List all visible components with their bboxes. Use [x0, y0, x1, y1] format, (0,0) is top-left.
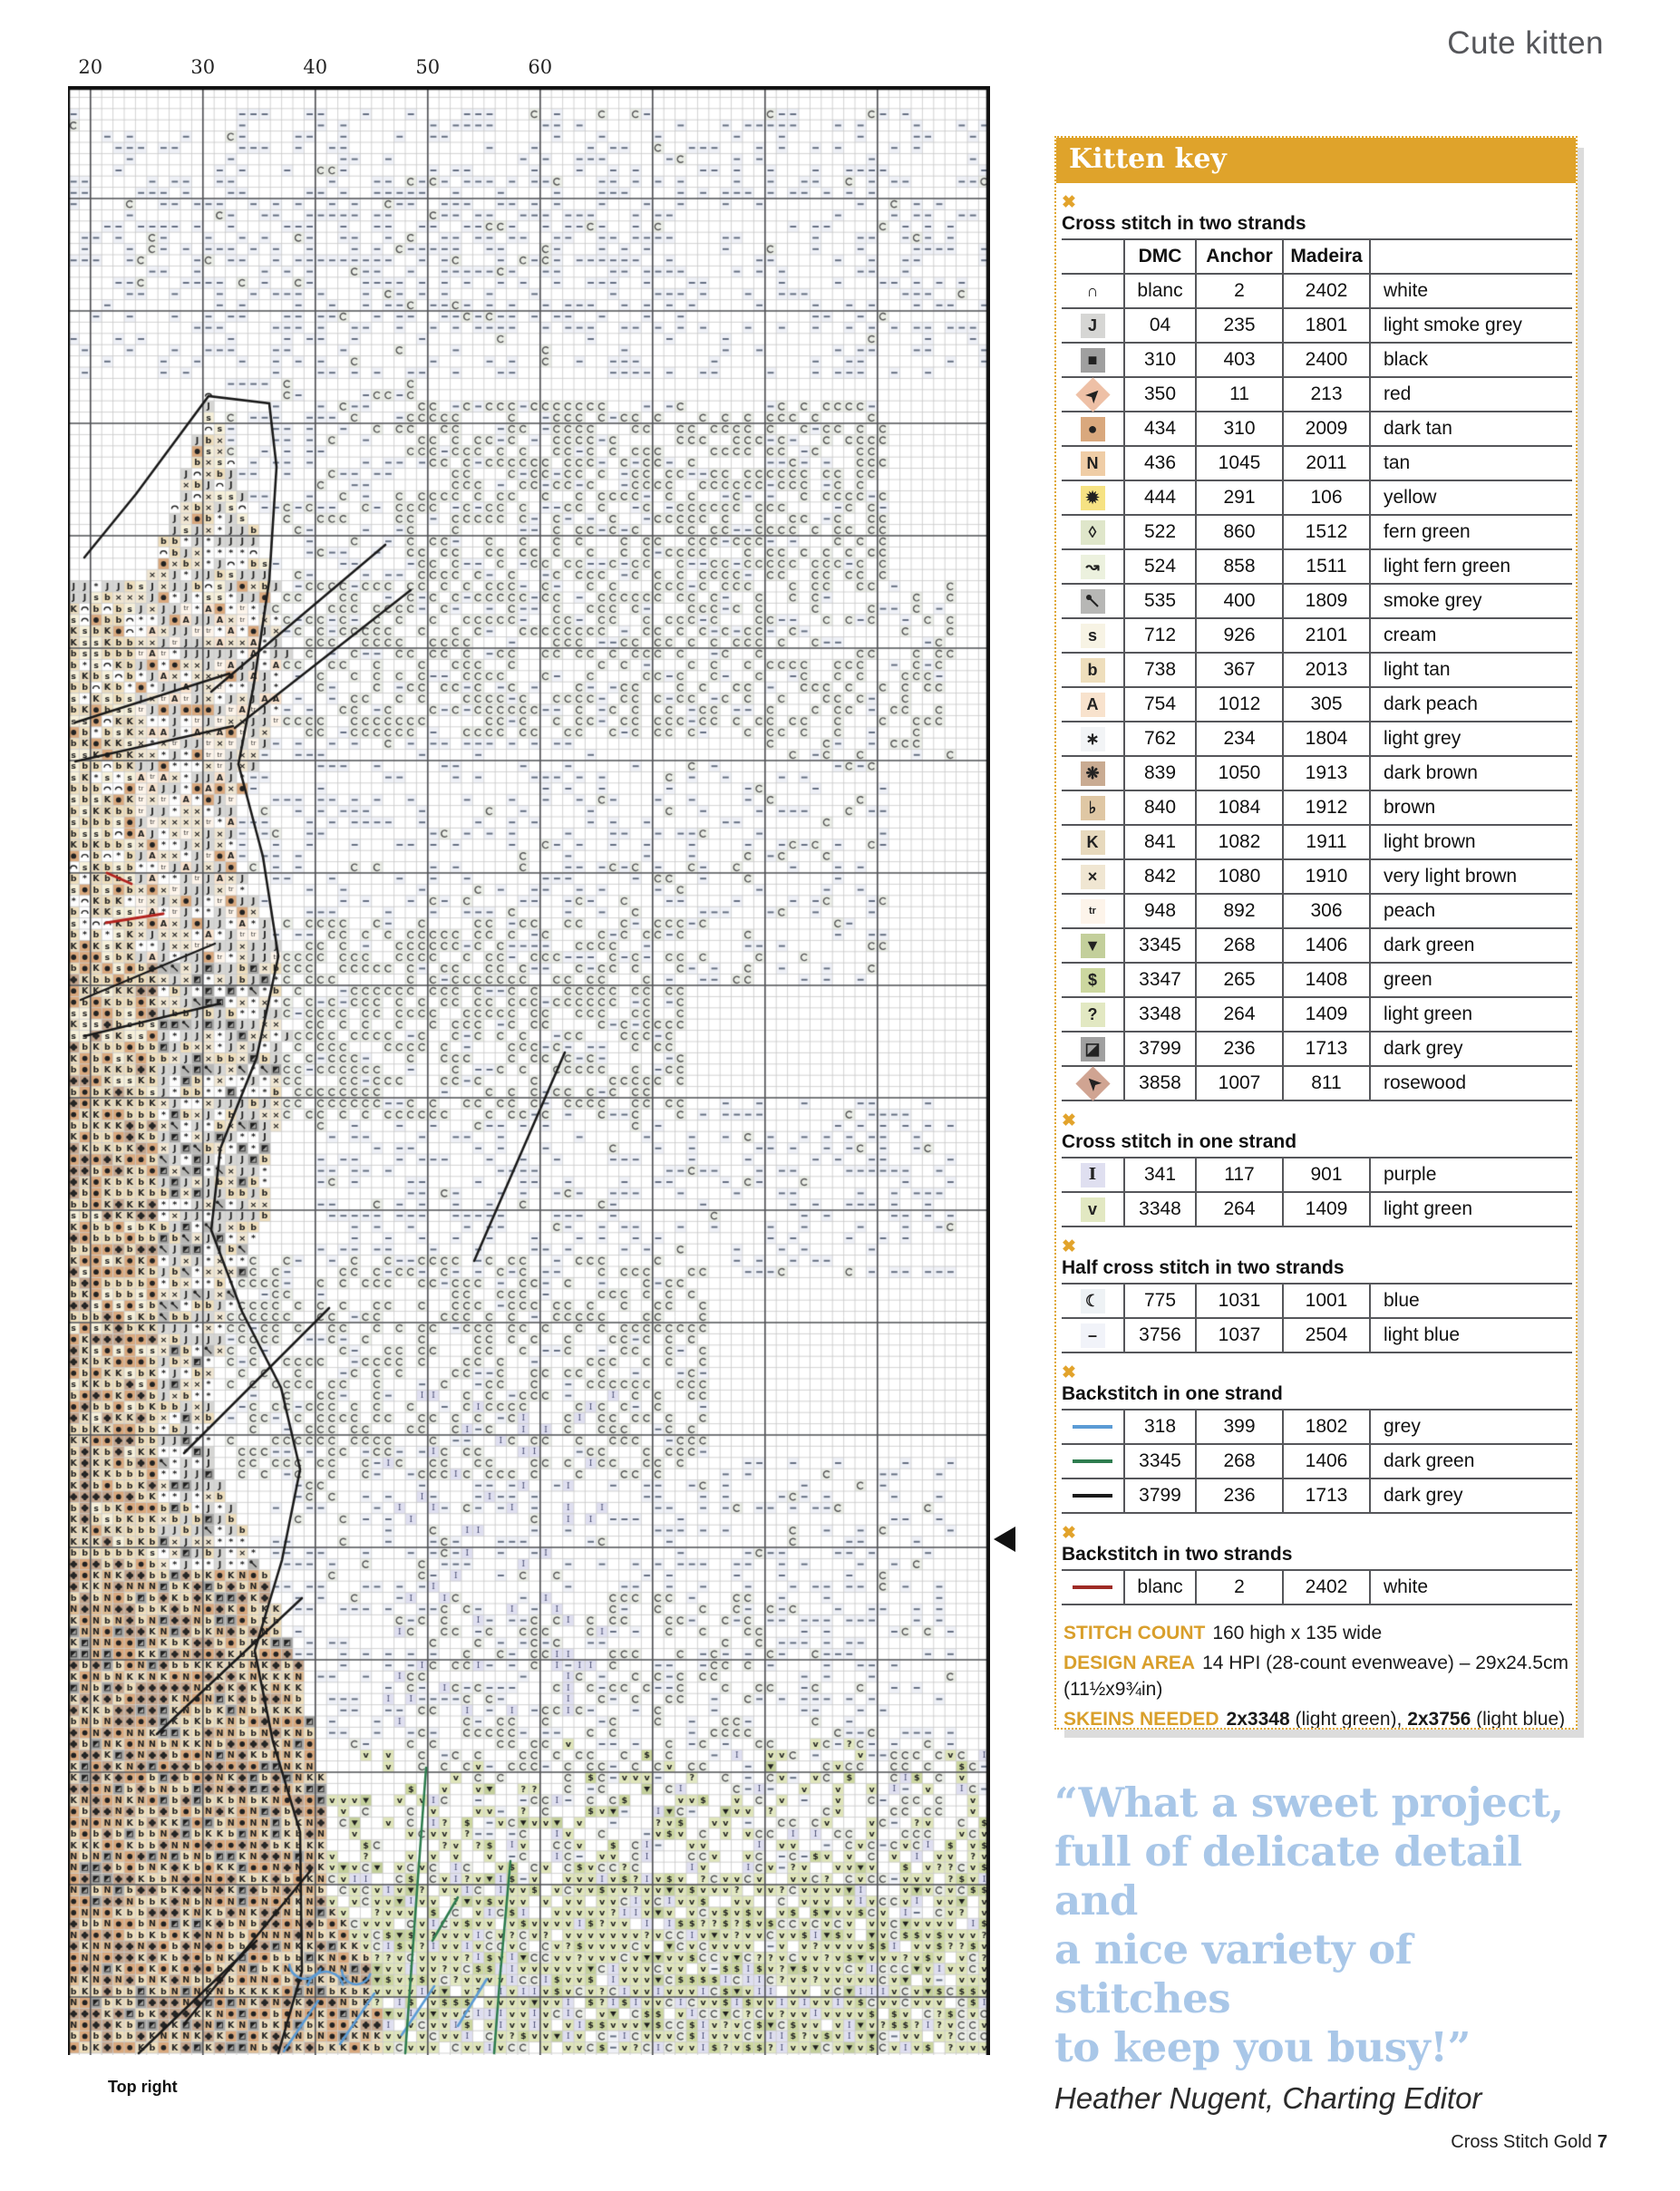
key-row-738 — [1062, 654, 1572, 688]
key-section-label: Backstitch in two strands — [1062, 1544, 1293, 1565]
key-cell: 268 — [1197, 1445, 1284, 1478]
key-cell: 738 — [1125, 654, 1197, 686]
key-cell: 106 — [1284, 481, 1371, 514]
key-cell: 291 — [1197, 481, 1284, 514]
key-cell: 811 — [1284, 1067, 1371, 1100]
stitch-symbol-icon: ➤ — [1075, 1066, 1110, 1100]
key-cell: 1804 — [1284, 722, 1371, 755]
key-cell: 1007 — [1197, 1067, 1284, 1100]
key-cell: 524 — [1125, 550, 1197, 583]
key-cell: 264 — [1197, 998, 1284, 1031]
key-cell: 1911 — [1284, 826, 1371, 858]
key-row-434 — [1062, 412, 1572, 447]
key-cell: 1913 — [1284, 757, 1371, 790]
key-cell: 3348 — [1125, 998, 1197, 1031]
key-row-712 — [1062, 619, 1572, 654]
key-symbol-cell — [1062, 688, 1125, 721]
key-row-blanc — [1062, 1571, 1572, 1605]
key-info-value: 2x3756 — [1407, 1709, 1471, 1730]
key-colour-name: light grey — [1384, 728, 1462, 749]
key-colour-name: smoke grey — [1384, 590, 1482, 611]
key-row-3345 — [1062, 1445, 1572, 1479]
key-colour-name: light green — [1384, 1003, 1473, 1024]
key-cell: 775 — [1125, 1285, 1197, 1317]
key-symbol-cell — [1062, 378, 1125, 411]
stitch-cross-icon: ✖ — [1062, 193, 1076, 212]
key-cell: 117 — [1197, 1159, 1284, 1191]
key-cell: 2504 — [1284, 1319, 1371, 1352]
key-cell: 399 — [1197, 1411, 1284, 1443]
key-cell: 762 — [1125, 722, 1197, 755]
key-cell: 310 — [1197, 412, 1284, 445]
key-symbol-cell — [1062, 516, 1125, 548]
key-cell: 1084 — [1197, 791, 1284, 824]
stitch-symbol-icon: ? — [1081, 1003, 1105, 1027]
key-colour-name: light blue — [1384, 1324, 1461, 1345]
key-cell: 754 — [1125, 688, 1197, 721]
stitch-symbol-icon — [1081, 589, 1105, 614]
stitch-symbol-icon: ➤ — [1075, 377, 1110, 412]
key-cell: 1912 — [1284, 791, 1371, 824]
key-colour-name: red — [1384, 383, 1412, 404]
key-row-3799 — [1062, 1479, 1572, 1514]
key-row-839 — [1062, 757, 1572, 791]
key-row-3756 — [1062, 1319, 1572, 1353]
key-row-3799 — [1062, 1032, 1572, 1067]
key-symbol-cell — [1062, 619, 1125, 652]
key-cell: 1012 — [1197, 688, 1284, 721]
key-body — [1056, 192, 1576, 1605]
key-cell: 858 — [1197, 550, 1284, 583]
key-cell: 2402 — [1284, 1571, 1371, 1604]
key-row-3345 — [1062, 929, 1572, 964]
key-row-341 — [1062, 1159, 1572, 1193]
key-colour-name: cream — [1384, 625, 1437, 645]
key-header-cell: DMC — [1125, 240, 1197, 273]
stitch-symbol-icon: – — [1081, 1323, 1105, 1348]
key-cell: 1406 — [1284, 929, 1371, 962]
key-cell: 350 — [1125, 378, 1197, 411]
chart-column-label: 30 — [190, 56, 216, 78]
key-cell: 839 — [1125, 757, 1197, 790]
key-cell: 318 — [1125, 1411, 1197, 1443]
quote-line: full of delicate detail and — [1054, 1827, 1522, 1924]
key-section-label: Cross stitch in one strand — [1062, 1131, 1297, 1152]
key-cell: 403 — [1197, 344, 1284, 376]
key-cell: 400 — [1197, 585, 1284, 617]
key-colour-name: dark tan — [1384, 418, 1452, 439]
key-cell: 264 — [1197, 1193, 1284, 1226]
key-cell: 1409 — [1284, 998, 1371, 1031]
key-cell: 1037 — [1197, 1319, 1284, 1352]
footer-page-number: 7 — [1597, 2132, 1607, 2152]
key-section-header — [1062, 1523, 1572, 1566]
key-cell: 1512 — [1284, 516, 1371, 548]
key-colour-name: light brown — [1384, 831, 1476, 852]
cross-stitch-chart — [68, 86, 990, 2055]
key-cell: 2011 — [1284, 447, 1371, 480]
stitch-cross-icon: ✖ — [1062, 1111, 1076, 1130]
key-table — [1062, 1157, 1572, 1227]
key-cell: 860 — [1197, 516, 1284, 548]
key-info-value: 2x3348 — [1226, 1709, 1290, 1730]
stitch-symbol-icon: × — [1081, 865, 1105, 889]
key-cell: 3347 — [1125, 964, 1197, 996]
key-row-841 — [1062, 826, 1572, 860]
key-colour-name: grey — [1384, 1416, 1421, 1437]
page-footer — [1451, 2132, 1607, 2153]
key-cell: 1713 — [1284, 1032, 1371, 1065]
chart-column-label: 20 — [78, 56, 103, 78]
key-section-header — [1062, 192, 1572, 235]
key-section-label: Half cross stitch in two strands — [1062, 1257, 1345, 1278]
quote-line: a nice variety of stitches — [1054, 1925, 1413, 2022]
chart-corner-label: Top right — [108, 2078, 178, 2096]
key-colour-name: dark green — [1384, 1450, 1475, 1471]
key-section-header — [1062, 1236, 1572, 1279]
key-row-3348 — [1062, 1193, 1572, 1227]
key-row-3347 — [1062, 964, 1572, 998]
key-cell: 712 — [1125, 619, 1197, 652]
key-colour-name: yellow — [1384, 487, 1437, 508]
key-colour-name: brown — [1384, 797, 1436, 818]
key-symbol-cell — [1062, 550, 1125, 583]
key-cell: 444 — [1125, 481, 1197, 514]
chart-column-label: 40 — [303, 56, 328, 78]
key-header-row — [1062, 240, 1572, 275]
key-cell: 3858 — [1125, 1067, 1197, 1100]
key-cell: 892 — [1197, 895, 1284, 927]
key-info-line — [1063, 1650, 1568, 1702]
key-symbol-cell — [1062, 481, 1125, 514]
key-cell: 1511 — [1284, 550, 1371, 583]
key-info-label: STITCH COUNT — [1063, 1623, 1206, 1643]
quote-attribution: Heather Nugent, Charting Editor — [1054, 2081, 1482, 2115]
key-cell: 3799 — [1125, 1479, 1197, 1512]
key-cell: 840 — [1125, 791, 1197, 824]
key-colour-name: blue — [1384, 1290, 1420, 1311]
key-cell: blanc — [1125, 1571, 1197, 1604]
key-row-840 — [1062, 791, 1572, 826]
key-table — [1062, 1569, 1572, 1605]
key-cell: 1050 — [1197, 757, 1284, 790]
kitten-key-panel — [1054, 136, 1578, 1730]
stitch-symbol-icon: ◪ — [1081, 1037, 1105, 1062]
key-cell: 236 — [1197, 1479, 1284, 1512]
footer-title: Cross Stitch Gold — [1451, 2132, 1592, 2152]
key-cell: 842 — [1125, 860, 1197, 893]
key-colour-name: dark peach — [1384, 693, 1478, 714]
key-cell: 234 — [1197, 722, 1284, 755]
key-symbol-cell — [1062, 1032, 1125, 1065]
key-cell: 1082 — [1197, 826, 1284, 858]
key-cell: 310 — [1125, 344, 1197, 376]
key-colour-name: light fern green — [1384, 556, 1511, 577]
key-cell: 535 — [1125, 585, 1197, 617]
backstitch-line-swatch — [1073, 1494, 1112, 1498]
key-table — [1062, 238, 1572, 1101]
key-colour-name: green — [1384, 969, 1432, 990]
key-cell: 2 — [1197, 1571, 1284, 1604]
key-cell: 1001 — [1284, 1285, 1371, 1317]
key-section-label: Backstitch in one strand — [1062, 1383, 1283, 1404]
key-table — [1062, 1283, 1572, 1353]
key-row-762 — [1062, 722, 1572, 757]
key-header-cell — [1371, 240, 1572, 273]
key-cell: 3348 — [1125, 1193, 1197, 1226]
stitch-symbol-icon: tr — [1081, 899, 1105, 924]
stitch-symbol-icon: N — [1081, 451, 1105, 476]
key-row-842 — [1062, 860, 1572, 895]
key-row-444 — [1062, 481, 1572, 516]
key-row-3348 — [1062, 998, 1572, 1032]
key-info-line — [1063, 1620, 1568, 1646]
key-symbol-cell — [1062, 1445, 1125, 1478]
key-row-310 — [1062, 344, 1572, 378]
key-row-350 — [1062, 378, 1572, 412]
key-cell: 1910 — [1284, 860, 1371, 893]
key-info-value: 14 HPI (28-count evenweave) – 29x24.5cm (11½x9¾in) — [1063, 1653, 1568, 1700]
chart-column-labels — [68, 56, 990, 82]
key-cell: 1809 — [1284, 585, 1371, 617]
key-cell: 3799 — [1125, 1032, 1197, 1065]
key-section-label: Cross stitch in two strands — [1062, 213, 1306, 234]
key-row-775 — [1062, 1285, 1572, 1319]
key-row-754 — [1062, 688, 1572, 722]
key-header-cell: Madeira — [1284, 240, 1371, 273]
key-cell: 1045 — [1197, 447, 1284, 480]
key-colour-name: dark green — [1384, 935, 1475, 955]
key-symbol-cell — [1062, 998, 1125, 1031]
key-symbol-cell — [1062, 1571, 1125, 1604]
key-row-535 — [1062, 585, 1572, 619]
key-cell: 436 — [1125, 447, 1197, 480]
stitch-symbol-icon: ● — [1081, 417, 1105, 441]
stitch-symbol-icon: b — [1081, 658, 1105, 683]
stitch-symbol-icon: ♭ — [1081, 796, 1105, 820]
stitch-symbol-icon: I — [1081, 1163, 1105, 1188]
key-symbol-cell — [1062, 722, 1125, 755]
key-cell: 901 — [1284, 1159, 1371, 1191]
stitch-symbol-icon: ✹ — [1081, 486, 1105, 510]
key-cell: 1801 — [1284, 309, 1371, 342]
key-info-value: (light green), — [1289, 1709, 1408, 1730]
key-cell: 1406 — [1284, 1445, 1371, 1478]
key-cell: 305 — [1284, 688, 1371, 721]
key-cell: 1713 — [1284, 1479, 1371, 1512]
key-cell: 268 — [1197, 929, 1284, 962]
stitch-symbol-icon: ∗ — [1081, 727, 1105, 751]
quote-line: “What a sweet project, — [1054, 1779, 1564, 1827]
stitch-symbol-icon: ■ — [1081, 348, 1105, 373]
key-colour-name: white — [1384, 1576, 1429, 1597]
key-info-value: (light blue) — [1471, 1709, 1566, 1730]
page-title: Cute kitten — [1447, 25, 1604, 61]
stitch-cross-icon: ✖ — [1062, 1524, 1076, 1543]
key-cell: 11 — [1197, 378, 1284, 411]
key-colour-name: dark grey — [1384, 1038, 1463, 1059]
stitch-cross-icon: ✖ — [1062, 1363, 1076, 1382]
key-symbol-cell — [1062, 585, 1125, 617]
key-cell: 2009 — [1284, 412, 1371, 445]
key-cell: 2 — [1197, 275, 1284, 307]
key-symbol-cell — [1062, 344, 1125, 376]
key-colour-name: white — [1384, 280, 1429, 301]
stitch-symbol-icon: ▼ — [1081, 934, 1105, 958]
key-info-line — [1063, 1706, 1568, 1730]
stitch-symbol-icon: K — [1081, 830, 1105, 855]
key-symbol-cell — [1062, 1479, 1125, 1512]
quote-line: to keep you busy!” — [1054, 2023, 1471, 2071]
key-colour-name: black — [1384, 349, 1429, 370]
key-cell: 306 — [1284, 895, 1371, 927]
pin-icon — [1084, 593, 1101, 609]
key-row-04 — [1062, 309, 1572, 344]
centre-row-marker-icon — [994, 1527, 1015, 1552]
key-cell: 3345 — [1125, 1445, 1197, 1478]
stitch-cross-icon: ✖ — [1062, 1237, 1076, 1256]
key-cell: 522 — [1125, 516, 1197, 548]
key-symbol-cell — [1062, 1285, 1125, 1317]
key-colour-name: tan — [1384, 452, 1411, 473]
key-colour-name: light tan — [1384, 659, 1451, 680]
key-colour-name: light green — [1384, 1198, 1473, 1219]
key-table — [1062, 1409, 1572, 1514]
key-symbol-cell — [1062, 1193, 1125, 1226]
key-cell: 1408 — [1284, 964, 1371, 996]
key-symbol-cell — [1062, 860, 1125, 893]
key-info-value: 160 high x 135 wide — [1212, 1623, 1383, 1643]
key-cell: 948 — [1125, 895, 1197, 927]
backstitch-line-swatch — [1073, 1459, 1112, 1463]
key-cell: 3345 — [1125, 929, 1197, 962]
key-row-318 — [1062, 1411, 1572, 1445]
stitch-symbol-icon: ↝ — [1081, 555, 1105, 579]
key-info-label: DESIGN AREA — [1063, 1653, 1196, 1673]
key-symbol-cell — [1062, 1159, 1125, 1191]
key-colour-name: peach — [1384, 900, 1436, 921]
key-cell: 841 — [1125, 826, 1197, 858]
key-colour-name: dark brown — [1384, 762, 1478, 783]
key-cell: 2400 — [1284, 344, 1371, 376]
key-header-cell: Anchor — [1197, 240, 1284, 273]
key-symbol-cell — [1062, 654, 1125, 686]
key-cell: 236 — [1197, 1032, 1284, 1065]
key-cell: blanc — [1125, 275, 1197, 307]
key-symbol-cell — [1062, 929, 1125, 962]
key-symbol-cell — [1062, 412, 1125, 445]
stitch-symbol-icon: ∩ — [1081, 279, 1105, 304]
key-row-blanc — [1062, 275, 1572, 309]
key-cell: 367 — [1197, 654, 1284, 686]
chart-column-label: 50 — [415, 56, 441, 78]
key-cell: 1080 — [1197, 860, 1284, 893]
key-cell: 1031 — [1197, 1285, 1284, 1317]
key-cell: 235 — [1197, 309, 1284, 342]
stitch-symbol-icon: ☾ — [1081, 1289, 1105, 1314]
key-row-948 — [1062, 895, 1572, 929]
key-colour-name: rosewood — [1384, 1072, 1467, 1093]
backstitch-line-swatch — [1073, 1585, 1112, 1589]
chart-grid-canvas — [68, 86, 990, 2055]
key-symbol-cell — [1062, 447, 1125, 480]
key-header-cell — [1062, 240, 1125, 273]
key-symbol-cell — [1062, 791, 1125, 824]
stitch-symbol-icon: $ — [1081, 968, 1105, 993]
key-section-header — [1062, 1362, 1572, 1405]
stitch-symbol-icon: A — [1081, 693, 1105, 717]
key-cell: 1802 — [1284, 1411, 1371, 1443]
key-symbol-cell — [1062, 964, 1125, 996]
key-row-522 — [1062, 516, 1572, 550]
key-cell: 341 — [1125, 1159, 1197, 1191]
key-symbol-cell — [1062, 275, 1125, 307]
key-section-header — [1062, 1110, 1572, 1153]
backstitch-line-swatch — [1073, 1425, 1112, 1429]
key-cell: 2101 — [1284, 619, 1371, 652]
key-colour-name: very light brown — [1384, 866, 1518, 887]
key-colour-name: dark grey — [1384, 1485, 1463, 1506]
key-row-524 — [1062, 550, 1572, 585]
chart-column-label: 60 — [528, 56, 553, 78]
key-symbol-cell — [1062, 1067, 1125, 1100]
key-symbol-cell — [1062, 895, 1125, 927]
stitch-symbol-icon: s — [1081, 624, 1105, 648]
key-colour-name: fern green — [1384, 521, 1471, 542]
stitch-symbol-icon: ❋ — [1081, 761, 1105, 786]
key-symbol-cell — [1062, 826, 1125, 858]
key-cell: 2402 — [1284, 275, 1371, 307]
key-symbol-cell — [1062, 757, 1125, 790]
key-cell: 213 — [1284, 378, 1371, 411]
key-cell: 265 — [1197, 964, 1284, 996]
quote-lines — [1054, 1779, 1598, 2072]
stitch-symbol-icon: v — [1081, 1197, 1105, 1222]
key-cell: 04 — [1125, 309, 1197, 342]
key-cell: 2013 — [1284, 654, 1371, 686]
key-cell: 434 — [1125, 412, 1197, 445]
key-cell: 926 — [1197, 619, 1284, 652]
key-symbol-cell — [1062, 309, 1125, 342]
key-cell: 1409 — [1284, 1193, 1371, 1226]
key-colour-name: light smoke grey — [1384, 315, 1522, 335]
stitch-symbol-icon: J — [1081, 314, 1105, 338]
key-row-436 — [1062, 447, 1572, 481]
key-info-label: SKEINS NEEDED — [1063, 1709, 1219, 1730]
key-symbol-cell — [1062, 1319, 1125, 1352]
key-title: Kitten key — [1056, 138, 1576, 183]
key-cell: 3756 — [1125, 1319, 1197, 1352]
key-info — [1063, 1620, 1568, 1730]
pull-quote — [1054, 1779, 1598, 2116]
stitch-symbol-icon: ◊ — [1081, 520, 1105, 545]
key-colour-name: purple — [1384, 1164, 1437, 1185]
key-row-3858 — [1062, 1067, 1572, 1101]
key-symbol-cell — [1062, 1411, 1125, 1443]
